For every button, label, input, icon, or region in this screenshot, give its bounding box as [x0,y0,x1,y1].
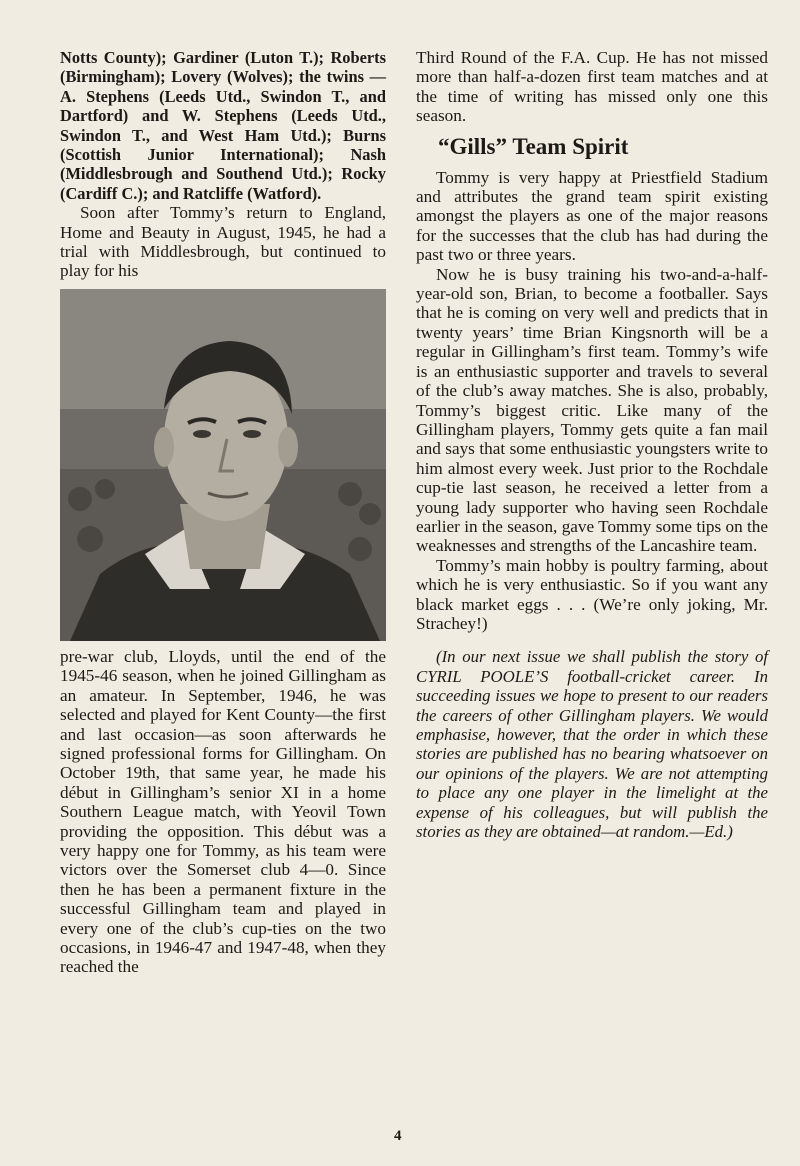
section-heading: “Gills” Team Spirit [438,133,629,159]
paragraph-career: pre-war club, Lloyds, until the end of the 1945-46 season, when he joined Gillingham as an amateur. In September, 1946, he was selected and played for Kent County—the first and last occasion—as soon afterwards he signed professional forms for Gillingham. On October 19th, that same year, he made his début in Gillingham’s senior XI in a home Southern League match, with Yeovil Town providing the opposition. This début was a very happy one for Tommy, as his team were victors over the Somerset club 4—0. Since then he has been a permanent fixture in the successful Gillingham team and played in every one of the club’s cup-ties on the two occasions, in 1946-47 and 1947-48, when they reached the [60,646,386,977]
paragraph-fa-cup: Third Round of the F.A. Cup. He has not missed more than half-a-dozen first team matches and at the time of writing has missed only one this season. [416,48,768,126]
right-column [416,48,768,841]
paragraph-hobby: Tommy’s main hobby is poultry farming, about which he is very enthusiastic. So if you want any black market eggs . . . (We’re only joking, Mr. Strachey!) [416,555,768,633]
player-list-text: Notts County); Gardiner (Luton T.); Roberts (Birmingham); Lovery (Wolves); the twins — A. Stephens (Leeds Utd., Swindon T., and Dartford) and W. Stephens (Leeds Utd., Swindon T., and West Ham Utd.); Burns (Scottish Junior International); Nash (Middlesbrough and Southend Utd.); Rocky (Cardiff C.); and Ratcliffe (Watford). [60,48,386,203]
editor-note: (In our next issue we shall publish the story of CYRIL POOLE’S football-cricket career. In succeeding issues we hope to present to our readers the careers of other Gillingham players. We would emphasise, however, that the order in which these stories are published has no bearing whatsoever on our opinions of the players. We are not attempting to place any one player in the limelight at the expense of his colleagues, but will publish the stories as they are obtained—at random.—Ed.) [416,647,768,842]
paragraph-family: Now he is busy training his two-and-a-half-year-old son, Brian, to become a footballer. Says that he is coming on very well and predicts that in twenty years’ time Brian Kingsnorth will be a regular in Gillingham’s first team. Tommy’s wife is an enthusiastic supporter and travels to several of the club’s away matches. She is also, probably, Tommy’s biggest critic. Like many of the Gillingham players, Tommy gets quite a fan mail and says that some enthusiastic youngsters write to him almost every week. Just prior to the Rochdale cup-tie last season, he received a letter from a young lady supporter who having seen Rochdale earlier in the season, gave Tommy some tips on the weaknesses and strengths of the Lancashire team. [416,264,768,556]
left-column [60,48,386,977]
paragraph-team-spirit: Tommy is very happy at Priestfield Stadium and attributes the grand team spirit existing amongst the players as one of the major reasons for the successes that the club has had during the past two or three years. [416,167,768,265]
page-number: 4 [394,1128,402,1144]
paragraph-trial: Soon after Tommy’s return to England, Home and Beauty in August, 1945, he had a trial with Middlesbrough, but continued to play for his [60,203,386,281]
player-portrait-photo [60,289,386,641]
